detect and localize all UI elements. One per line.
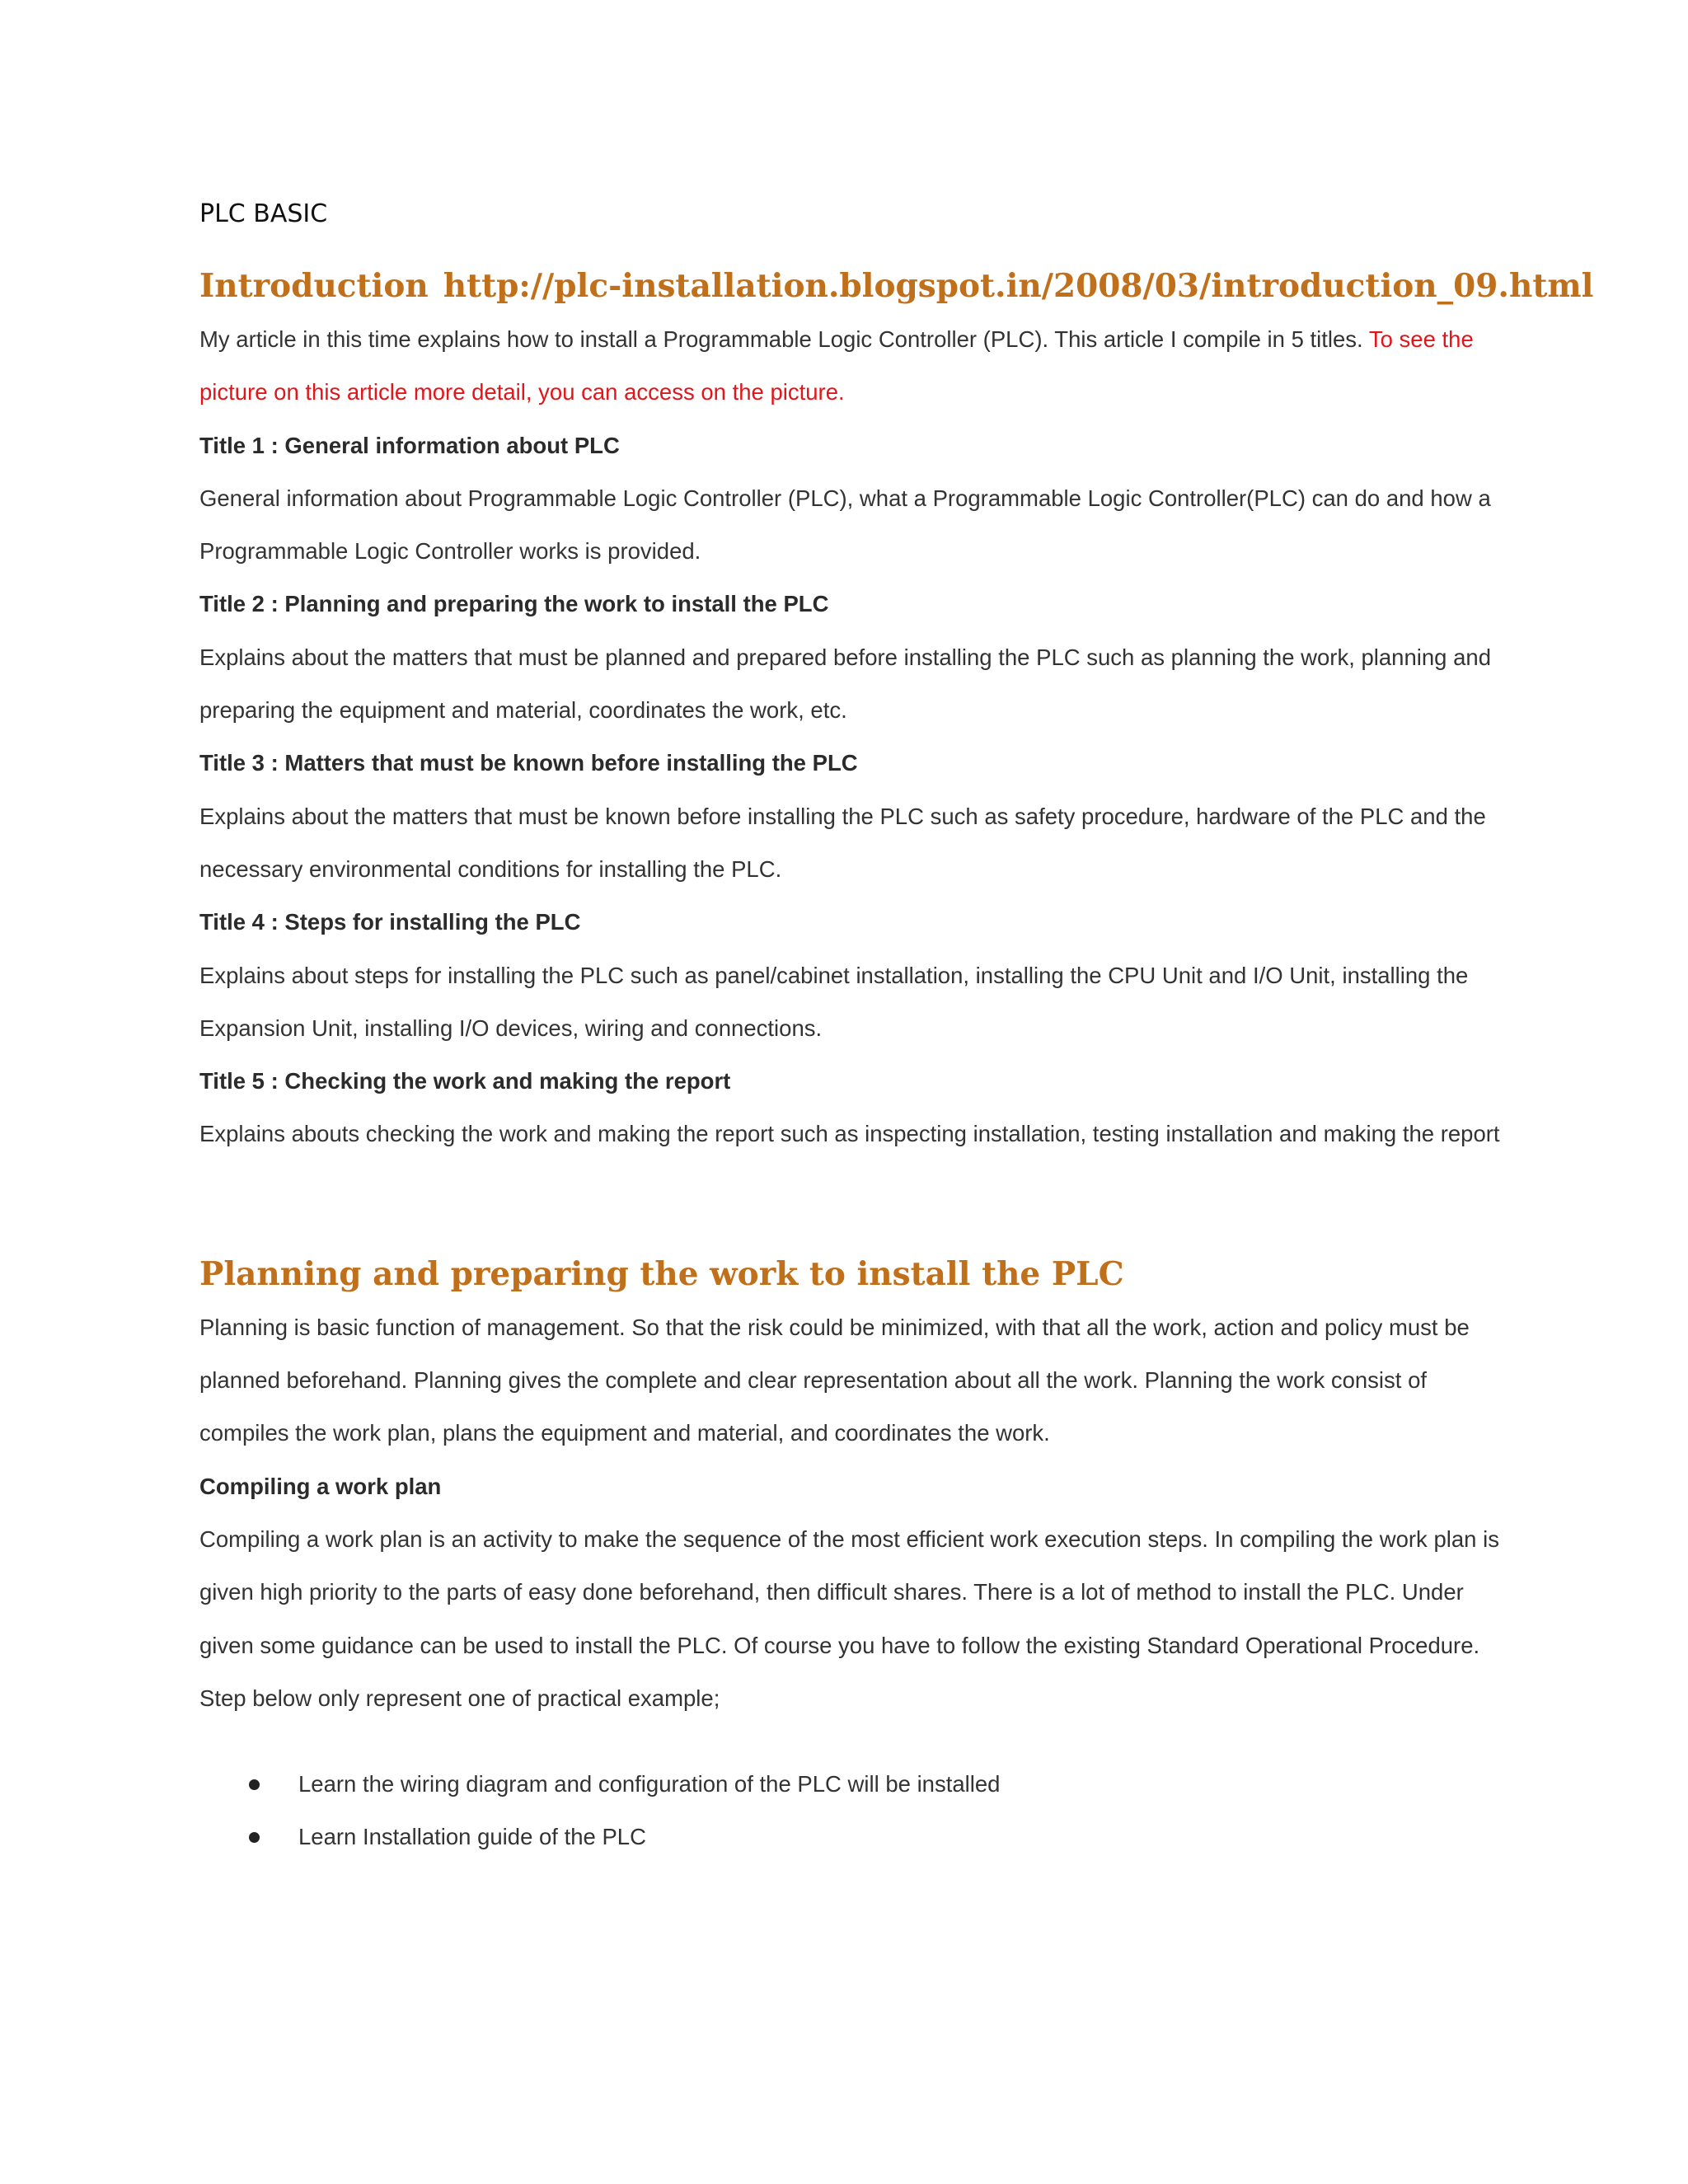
steps-list <box>199 1758 1502 1864</box>
introduction-heading <box>199 264 1594 308</box>
bullet-icon <box>249 1779 260 1790</box>
title-2-heading: Title 2 : Planning and preparing the work to install the PLC <box>199 591 829 617</box>
title-1-description: General information about Programmable Logic Controller (PLC), what a Programmable Logic Controller(PLC) can do and how a Programmable Logic Controller works is provided. <box>199 485 1491 565</box>
introduction-heading-word: Introduction <box>199 267 429 305</box>
introduction-paragraph <box>199 313 1502 419</box>
document-title: PLC BASIC <box>199 199 328 228</box>
title-3-heading: Title 3 : Matters that must be known before installing the PLC <box>199 750 858 776</box>
list-item-text: Learn Installation guide of the PLC <box>298 1824 646 1850</box>
list-item <box>199 1758 1502 1811</box>
compiling-work-plan-heading: Compiling a work plan <box>199 1473 442 1499</box>
planning-heading: Planning and preparing the work to install the PLC <box>199 1254 1124 1293</box>
introduction-red-note: To see the picture on this article more detail, you can access on the picture. <box>199 326 1474 405</box>
title-3-description: Explains about the matters that must be known before installing the PLC such as safety procedure, hardware of the PLC and the necessary environmental conditions for installing the PLC. <box>199 803 1486 882</box>
title-1-heading: Title 1 : General information about PLC <box>199 432 620 458</box>
introduction-heading-url: http://plc-installation.blogspot.in/2008/03/introduction_09.html <box>443 267 1594 305</box>
steps-intro: Step below only represent one of practical example; <box>199 1685 720 1711</box>
list-item <box>199 1811 1502 1863</box>
introduction-text: My article in this time explains how to install a Programmable Logic Controller (PLC). This article I compile in 5 titles. <box>199 326 1369 352</box>
compiling-work-plan-paragraph: Compiling a work plan is an activity to make the sequence of the most efficient work execution steps. In compiling the work plan is given high priority to the parts of easy done beforehand, then difficult shares. There is a lot of method to install the PLC. Under given some guidance can be used to install the PLC. Of course you have to follow the existing Standard Operational Procedure. <box>199 1526 1499 1658</box>
bullet-icon <box>249 1832 260 1843</box>
title-2-description: Explains about the matters that must be planned and prepared before installing the PLC such as planning the work, planning and preparing the equipment and material, coordinates the work, etc. <box>199 644 1491 724</box>
document-content <box>199 198 1594 1864</box>
title-4-description: Explains about steps for installing the PLC such as panel/cabinet installation, installing the CPU Unit and I/O Unit, installing the Expansion Unit, installing I/O devices, wiring and connections. <box>199 962 1469 1041</box>
title-5-heading: Title 5 : Checking the work and making the report <box>199 1068 731 1094</box>
planning-paragraph: Planning is basic function of management. So that the risk could be minimized, with that all the work, action and policy must be planned beforehand. Planning gives the complete and clear representation about all the work. Planning the work consist of compiles the work plan, plans the equipment and material, and coordinates the work. <box>199 1314 1470 1446</box>
list-item-text: Learn the wiring diagram and configuration of the PLC will be installed <box>298 1771 1001 1797</box>
title-4-heading: Title 4 : Steps for installing the PLC <box>199 909 581 935</box>
title-5-description: Explains abouts checking the work and making the report such as inspecting installation, testing installation and making the report <box>199 1121 1500 1147</box>
